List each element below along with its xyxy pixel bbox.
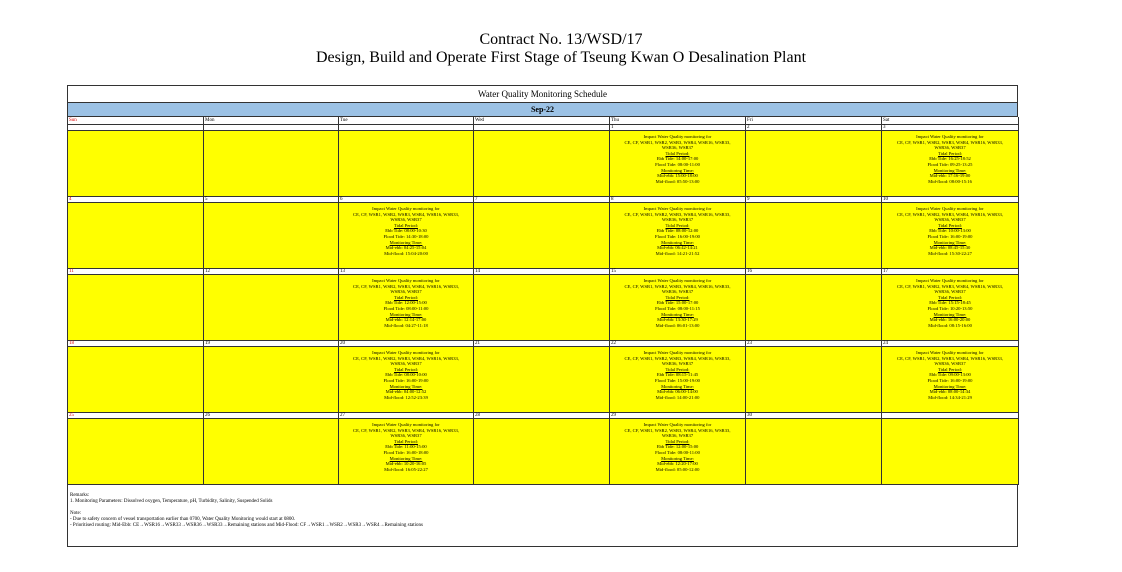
entry-title: Impact Water Quality monitoring for xyxy=(916,134,984,139)
entry-title: Impact Water Quality monitoring for xyxy=(372,206,440,211)
day-cell xyxy=(746,131,882,197)
entry-tidal: Tidal Period: xyxy=(665,150,690,156)
entry-ebb: Ebb Tide: 12:00-15:00 xyxy=(656,444,699,450)
entry-title: Impact Water Quality monitoring for xyxy=(916,206,984,211)
entry-title: Impact Water Quality monitoring for xyxy=(372,422,440,427)
entry-flood: Flood Tide: 16:00-19:00 xyxy=(927,377,973,383)
entry-flood: Flood Tide: 16:00-18:00 xyxy=(383,449,429,455)
monitoring-entry xyxy=(610,419,746,485)
weekday-header-tue: Tue xyxy=(339,117,474,125)
entry-flood: Flood Tide: 16:00-19:00 xyxy=(383,377,429,383)
entry-midflood: Mid-flood: 16:05-22:27 xyxy=(384,466,428,472)
day-number: 6 xyxy=(339,197,474,203)
entry-ebb: Ebb Tide: 08:00-10:00 xyxy=(385,372,427,378)
entry-flood: Flood Tide: 16:00-19:00 xyxy=(655,233,700,239)
monitoring-entry xyxy=(339,275,474,341)
entry-ebb: Ebb Tide: 08:15-11:45 xyxy=(656,372,699,378)
day-cell xyxy=(882,419,1019,485)
entry-mon: Monitoring Time: xyxy=(661,311,694,317)
day-number: 14 xyxy=(474,269,610,275)
day-cell xyxy=(746,347,882,413)
day-cell xyxy=(474,203,610,269)
entry-stations1: CE, CF, WSR1, WSR2, WSR3, WSR4, WSR16, WSR33, xyxy=(624,427,731,433)
entry-stations2: WSR36, WSR37 xyxy=(934,361,966,367)
day-number: 27 xyxy=(339,413,474,419)
entry-ebb: Ebb Tide: 15:00-17:00 xyxy=(656,300,699,306)
entry-midebb: Mid-ebb: 04:00-12:52 xyxy=(385,389,427,395)
entry-midflood: Mid-flood: 06:01-13:00 xyxy=(655,322,700,328)
remarks-section xyxy=(70,493,770,529)
day-cell xyxy=(68,131,204,197)
day-number: 25 xyxy=(68,413,204,419)
monitoring-entry xyxy=(610,347,746,413)
entry-tidal: Tidal Period: xyxy=(665,294,690,300)
entry-stations2: WSR36, WSR37 xyxy=(661,145,694,151)
entry-tidal: Tidal Period: xyxy=(665,366,690,372)
entry-ebb: Ebb Tide: 12:00-15:00 xyxy=(385,300,427,306)
day-cell xyxy=(746,419,882,485)
entry-midflood: Mid-flood: 14:00-21:00 xyxy=(655,394,700,400)
entry-mon: Monitoring Time: xyxy=(389,383,423,389)
day-number: 23 xyxy=(746,341,882,347)
entry-stations2: WSR36, WSR37 xyxy=(661,217,694,223)
entry-midebb: Mid-ebb: 17:16-19:00 xyxy=(929,173,971,179)
weekday-header-wed: Wed xyxy=(474,117,610,125)
entry-title: Impact Water Quality monitoring for xyxy=(643,206,712,211)
entry-title: Impact Water Quality monitoring for xyxy=(372,278,440,283)
entry-midflood: Mid-flood: 05:50-13:00 xyxy=(655,178,700,184)
entry-flood: Flood Tide: 10:20-13:50 xyxy=(927,305,973,311)
entry-midflood: Mid-flood: 15:30-22:27 xyxy=(928,250,972,256)
entry-midflood: Mid-flood: 04:27-11:18 xyxy=(384,322,428,328)
monitoring-entry xyxy=(610,275,746,341)
monitoring-entry xyxy=(339,203,474,269)
entry-stations2: WSR36, WSR37 xyxy=(390,289,422,295)
entry-flood: Flood Tide: 09:25-13:25 xyxy=(927,161,973,167)
entry-flood: Flood Tide: 16:00-19:00 xyxy=(927,233,973,239)
entry-midebb: Mid-ebb: 08:45-15:30 xyxy=(929,245,971,251)
day-number: 2 xyxy=(746,125,882,131)
day-number: 17 xyxy=(882,269,1019,275)
day-number: 24 xyxy=(882,341,1019,347)
day-cell xyxy=(339,131,474,197)
entry-stations2: WSR36, WSR37 xyxy=(661,361,694,367)
entry-midebb: Mid-ebb: 06:00-14:00 xyxy=(657,389,698,395)
monitoring-entry xyxy=(882,275,1019,341)
entry-ebb: Ebb Tide: 08:00-12:00 xyxy=(656,228,699,234)
entry-tidal: Tidal Period: xyxy=(394,294,418,300)
day-number: 18 xyxy=(68,341,204,347)
entry-mon: Monitoring Time: xyxy=(933,383,967,389)
entry-title: Impact Water Quality monitoring for xyxy=(916,350,984,355)
entry-midflood: Mid-flood: 15:04-20:00 xyxy=(384,250,428,256)
entry-tidal: Tidal Period: xyxy=(394,222,418,228)
day-number: 30 xyxy=(746,413,882,419)
entry-flood: Flood Tide: 08:00-11:00 xyxy=(655,161,700,167)
entry-midflood: Mid-flood: 12:52-23:39 xyxy=(384,394,428,400)
day-number: 15 xyxy=(610,269,746,275)
schedule-frame xyxy=(67,85,1018,547)
entry-stations1: CE, CF, WSR1, WSR2, WSR3, WSR4, WSR16, WSR33, xyxy=(353,211,459,217)
entry-midebb: Mid-ebb: 06:42-14:21 xyxy=(657,245,698,251)
entry-flood: Flood Tide: 14:30-18:00 xyxy=(383,233,429,239)
entry-stations2: WSR36, WSR37 xyxy=(934,217,966,223)
entry-tidal: Tidal Period: xyxy=(665,438,690,444)
entry-ebb: Ebb Tide: 11:00-15:00 xyxy=(385,444,427,450)
weekday-header-sat: Sat xyxy=(882,117,1019,125)
entry-stations1: CE, CF, WSR1, WSR2, WSR3, WSR4, WSR16, WSR33, xyxy=(897,355,1003,361)
entry-midebb: Mid-ebb: 10:20-16:05 xyxy=(385,461,427,467)
entry-mon: Monitoring Time: xyxy=(389,311,423,317)
entry-midflood: Mid-flood: 08:00-15:16 xyxy=(928,178,972,184)
monitoring-entry xyxy=(882,203,1019,269)
monitoring-entry xyxy=(610,203,746,269)
entry-midflood: Mid-flood: 05:00-12:00 xyxy=(655,466,700,472)
entry-tidal: Tidal Period: xyxy=(665,222,690,228)
day-cell xyxy=(68,419,204,485)
entry-stations1: CE, CF, WSR1, WSR2, WSR3, WSR4, WSR16, WSR33, xyxy=(624,139,731,145)
note-2: - Prioritised routing: Mid-Ebb: CE→WSR16→WSR33→WSR36→WSR33→Remaining stations and Mid-Flood: CF→WSR1→WSR2→WSR3→WSR4→Remaining stations xyxy=(70,523,423,528)
day-number: 16 xyxy=(746,269,882,275)
day-number: 3 xyxy=(882,125,1019,131)
day-number: 26 xyxy=(204,413,339,419)
entry-flood: Flood Tide: 08:00-11:15 xyxy=(655,305,700,311)
entry-title: Impact Water Quality monitoring for xyxy=(643,134,712,139)
entry-title: Impact Water Quality monitoring for xyxy=(643,422,712,427)
day-number: 4 xyxy=(68,197,204,203)
entry-stations2: WSR36, WSR37 xyxy=(661,433,694,439)
remarks-item-1: 1. Monitoring Parameters: Dissolved oxygen, Temperature, pH, Turbidity, Salinity, Suspended Solids xyxy=(70,499,273,504)
entry-midebb: Mid-ebb: 08:00-14:34 xyxy=(929,389,971,395)
monitoring-entry xyxy=(882,347,1019,413)
day-number: 9 xyxy=(746,197,882,203)
day-cell xyxy=(68,203,204,269)
entry-tidal: Tidal Period: xyxy=(938,222,962,228)
entry-stations2: WSR36, WSR37 xyxy=(390,217,422,223)
day-cell xyxy=(204,275,339,341)
entry-title: Impact Water Quality monitoring for xyxy=(372,350,440,355)
day-number: 13 xyxy=(339,269,474,275)
entry-flood: Flood Tide: 08:00-11:00 xyxy=(383,305,429,311)
entry-stations2: WSR36, WSR37 xyxy=(661,289,694,295)
entry-mon: Monitoring Time: xyxy=(661,383,694,389)
entry-stations2: WSR36, WSR37 xyxy=(934,289,966,295)
day-number: 8 xyxy=(610,197,746,203)
day-cell xyxy=(474,275,610,341)
day-cell xyxy=(474,419,610,485)
day-cell xyxy=(204,419,339,485)
entry-mon: Monitoring Time: xyxy=(933,311,967,317)
day-number: 7 xyxy=(474,197,610,203)
monitoring-entry xyxy=(610,131,746,197)
entry-mon: Monitoring Time: xyxy=(389,455,423,461)
weekday-header-thu: Thu xyxy=(610,117,746,125)
entry-flood: Flood Tide: 15:00-19:00 xyxy=(655,377,700,383)
entry-stations1: CE, CF, WSR1, WSR2, WSR3, WSR4, WSR16, WSR33, xyxy=(624,355,731,361)
entry-mon: Monitoring Time: xyxy=(933,239,967,245)
entry-stations2: WSR36, WSR37 xyxy=(390,361,422,367)
entry-stations1: CE, CF, WSR1, WSR2, WSR3, WSR4, WSR16, WSR33, xyxy=(624,211,731,217)
entry-ebb: Ebb Tide: 08:00-10:30 xyxy=(385,228,427,234)
entry-title: Impact Water Quality monitoring for xyxy=(916,278,984,283)
day-number: 28 xyxy=(474,413,610,419)
entry-stations1: CE, CF, WSR1, WSR2, WSR3, WSR4, WSR16, WSR33, xyxy=(353,427,459,433)
weekday-header-fri: Fri xyxy=(746,117,882,125)
entry-stations1: CE, CF, WSR1, WSR2, WSR3, WSR4, WSR16, WSR33, xyxy=(624,283,731,289)
entry-ebb: Ebb Tide: 09:00-13:00 xyxy=(929,372,971,378)
monitoring-entry xyxy=(882,131,1019,197)
entry-mon: Monitoring Time: xyxy=(389,239,423,245)
entry-tidal: Tidal Period: xyxy=(394,366,418,372)
entry-stations1: CE, CF, WSR1, WSR2, WSR3, WSR4, WSR16, WSR33, xyxy=(897,139,1003,145)
day-cell xyxy=(204,131,339,197)
entry-tidal: Tidal Period: xyxy=(938,366,962,372)
day-cell xyxy=(204,347,339,413)
entry-ebb: Ebb Tide: 10:00-13:00 xyxy=(929,228,971,234)
entry-midebb: Mid-ebb: 12:20-17:00 xyxy=(657,461,698,467)
entry-tidal: Tidal Period: xyxy=(394,438,418,444)
entry-ebb: Ebb Tide: 16:25-18:52 xyxy=(929,156,971,162)
day-cell xyxy=(68,275,204,341)
day-number: 5 xyxy=(204,197,339,203)
day-cell xyxy=(474,347,610,413)
entry-midflood: Mid-flood: 14:21-21:52 xyxy=(655,250,700,256)
entry-mon: Monitoring Time: xyxy=(661,167,694,173)
day-cell xyxy=(68,347,204,413)
project-title: Design, Build and Operate First Stage of Tseung Kwan O Desalination Plant xyxy=(315,49,807,66)
entry-title: Impact Water Quality monitoring for xyxy=(643,350,712,355)
entry-mon: Monitoring Time: xyxy=(933,167,967,173)
entry-ebb: Ebb Tide: 15:15-18:45 xyxy=(929,300,971,306)
day-number: 12 xyxy=(204,269,339,275)
entry-flood: Flood Tide: 08:00-11:00 xyxy=(655,449,700,455)
entry-stations1: CE, CF, WSR1, WSR2, WSR3, WSR4, WSR16, WSR33, xyxy=(353,355,459,361)
entry-midebb: Mid-ebb: 13:30-17:29 xyxy=(657,317,698,323)
day-cell xyxy=(746,275,882,341)
entry-title: Impact Water Quality monitoring for xyxy=(643,278,712,283)
entry-stations2: WSR36, WSR37 xyxy=(934,145,966,151)
entry-midebb: Mid-ebb: 16:00-20:00 xyxy=(929,317,971,323)
day-number: 10 xyxy=(882,197,1019,203)
entry-midebb: Mid-ebb: 15:00-18:00 xyxy=(657,173,698,179)
schedule-title: Water Quality Monitoring Schedule xyxy=(68,86,1017,103)
day-number: 29 xyxy=(610,413,746,419)
note-1: - Due to safety concern of vessel transportation earlier than 0700, Water Quality Monitoring would start at 0800. xyxy=(70,517,296,522)
entry-midflood: Mid-flood: 14:34-21:29 xyxy=(928,394,972,400)
weekday-header-mon: Mon xyxy=(204,117,339,125)
entry-mon: Monitoring Time: xyxy=(661,455,694,461)
entry-midebb: Mid-ebb: 04:25-15:04 xyxy=(385,245,427,251)
entry-stations1: CE, CF, WSR1, WSR2, WSR3, WSR4, WSR16, WSR33, xyxy=(897,211,1003,217)
calendar-grid xyxy=(68,117,1017,490)
entry-tidal: Tidal Period: xyxy=(938,294,962,300)
note-heading: Note: xyxy=(70,511,82,516)
day-number: 19 xyxy=(204,341,339,347)
day-number: 20 xyxy=(339,341,474,347)
entry-stations2: WSR36, WSR37 xyxy=(390,433,422,439)
entry-midflood: Mid-flood: 08:15-16:00 xyxy=(928,322,972,328)
monitoring-entry xyxy=(339,419,474,485)
month-label: Sep-22 xyxy=(68,103,1017,117)
entry-stations1: CE, CF, WSR1, WSR2, WSR3, WSR4, WSR16, WSR33, xyxy=(353,283,459,289)
weekday-header-sun: Sun xyxy=(68,117,204,125)
remarks-heading: Remarks: xyxy=(70,493,90,498)
day-number: 1 xyxy=(610,125,746,131)
day-cell xyxy=(204,203,339,269)
monitoring-entry xyxy=(339,347,474,413)
day-number: 22 xyxy=(610,341,746,347)
entry-midebb: Mid-ebb: 12:14-17:00 xyxy=(385,317,427,323)
day-number: 21 xyxy=(474,341,610,347)
entry-stations1: CE, CF, WSR1, WSR2, WSR3, WSR4, WSR16, WSR33, xyxy=(897,283,1003,289)
day-cell xyxy=(746,203,882,269)
day-number: 11 xyxy=(68,269,204,275)
contract-number: Contract No. 13/WSD/17 xyxy=(479,31,643,48)
entry-tidal: Tidal Period: xyxy=(938,150,962,156)
entry-ebb: Ebb Tide: 14:00-17:00 xyxy=(656,156,699,162)
day-cell xyxy=(474,131,610,197)
entry-mon: Monitoring Time: xyxy=(661,239,694,245)
